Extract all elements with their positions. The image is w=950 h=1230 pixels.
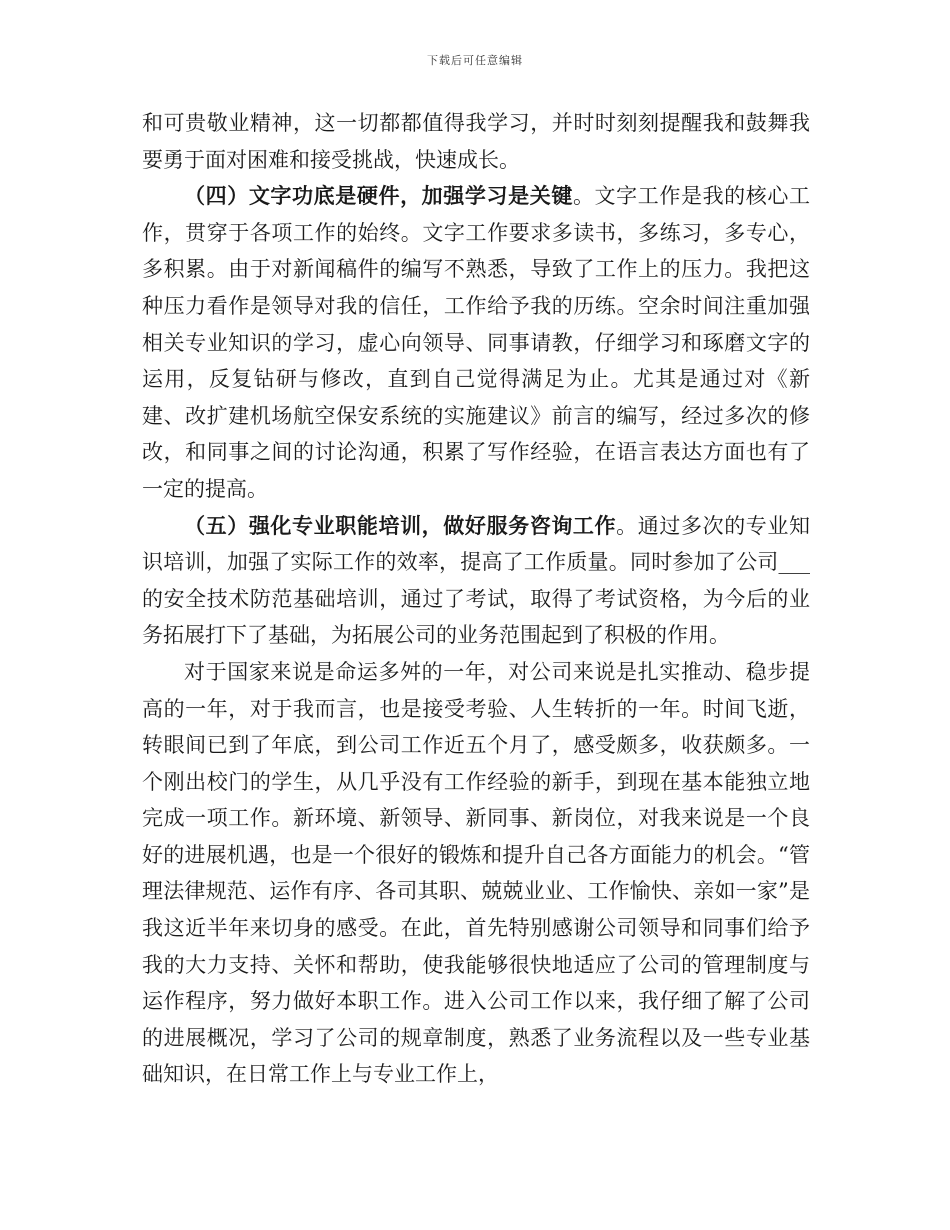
section-heading-five: （五）强化专业职能培训，做好服务咨询工作 bbox=[184, 512, 617, 538]
page-header: 下载后可任意编辑 bbox=[427, 54, 523, 67]
paragraph-summary bbox=[142, 654, 810, 1093]
paragraph-continuation bbox=[142, 105, 810, 178]
paragraph-section-four bbox=[142, 178, 810, 507]
paragraph-text: 和可贵敬业精神，这一切都都值得我学习，并时时刻刻提醒我和鼓舞我要勇于面对困难和接受挑战，快速成长。 bbox=[142, 111, 810, 172]
paragraph-text: 对于国家来说是命运多舛的一年，对公司来说是扎实推动、稳步提高的一年，对于我而言，也是接受考验、人生转折的一年。时间飞逝，转眼间已到了年底，到公司工作近五个月了，感受颇多，收获颇多。一个刚出校门的学生，从几乎没有工作经验的新手，到现在基本能独立地完成一项工作。新环境、新领导、新同事、新岗位，对我来说是一个良好的进展机遇，也是一个很好的锻炼和提升自己各方面能力的机会。“管理法律规范、运作有序、各司其职、兢兢业业、工作愉快、亲如一家”是我这近半年来切身的感受。在此，首先特别感谢公司领导和同事们给予我的大力支持、关怀和帮助，使我能够很快地适应了公司的管理制度与运作程序，努力做好本职工作。进入公司工作以来，我仔细了解了公司的进展概况，学习了公司的规章制度，熟悉了业务流程以及一些专业基础知识，在日常工作上与专业工作上， bbox=[142, 659, 810, 1087]
document-body bbox=[142, 105, 810, 1093]
paragraph-text: 。通过多次的专业知识培训，加强了实际工作的效率，提高了工作质量。同时参加了公司___的安全技术防范基础培训，通过了考试，取得了考试资格，为今后的业务拓展打下了基础，为拓展公司的业务范围起到了积极的作用。 bbox=[142, 513, 811, 648]
section-heading-four: （四）文字功底是硬件，加强学习是关键 bbox=[184, 183, 573, 209]
paragraph-section-five bbox=[142, 508, 810, 654]
paragraph-text: 。文字工作是我的核心工作，贯穿于各项工作的始终。文字工作要求多读书，多练习，多专心，多积累。由于对新闻稿件的编写不熟悉，导致了工作上的压力。我把这种压力看作是领导对我的信任，工作给予我的历练。空余时间注重加强相关专业知识的学习，虚心向领导、同事请教，仔细学习和琢磨文字的运用，反复钻研与修改，直到自己觉得满足为止。尤其是通过对《新建、改扩建机场航空保安系统的实施建议》前言的编写，经过多次的修改，和同事之间的讨论沟通，积累了写作经验，在语言表达方面也有了一定的提高。 bbox=[142, 184, 811, 501]
